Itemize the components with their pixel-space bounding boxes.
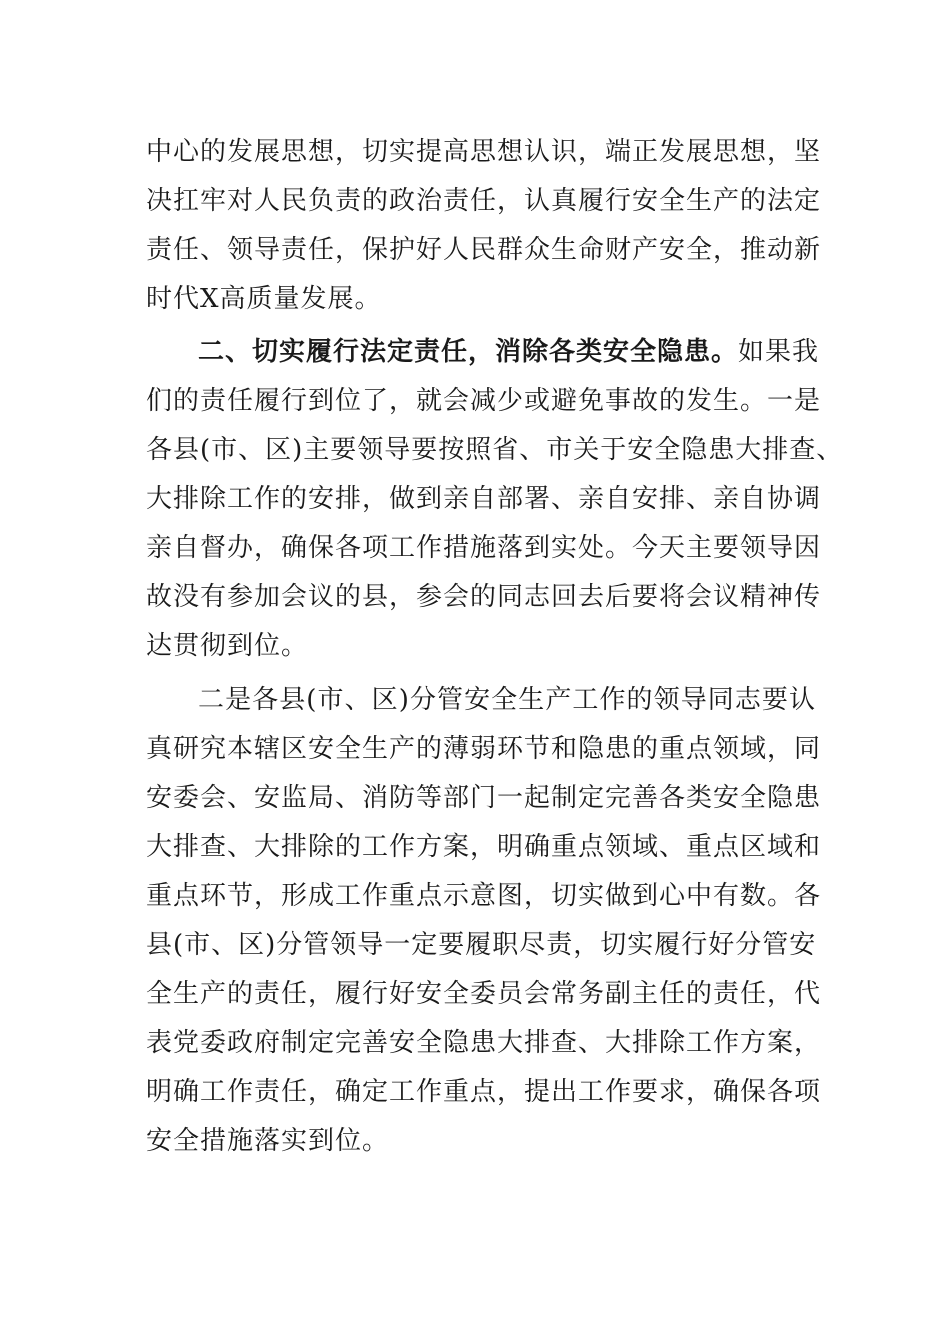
paragraph-first-line: 二是各县(市、区)分管安全生产工作的领导同志要认 [198, 685, 816, 715]
paragraph-line: 真研究本辖区安全生产的薄弱环节和隐患的重点领域，同 [146, 734, 822, 764]
paragraph-line: 们的责任履行到位了，就会减少或避免事故的发生。一是 [146, 386, 822, 416]
paragraph-line: 安委会、安监局、消防等部门一起制定完善各类安全隐患 [146, 783, 822, 813]
paragraph-line: 责任、领导责任，保护好人民群众生命财产安全，推动新 [146, 235, 822, 265]
paragraph-line: 中心的发展思想，切实提高思想认识，端正发展思想，坚 [146, 137, 822, 167]
paragraph-text: 如果我 [738, 337, 820, 367]
paragraph-line: 达贯彻到位。 [146, 631, 309, 661]
section-heading: 二、切实履行法定责任，消除各类安全隐患。 [198, 337, 739, 367]
paragraph-line: 全生产的责任，履行好安全委员会常务副主任的责任，代 [146, 979, 822, 1009]
paragraph-line: 决扛牢对人民负责的政治责任，认真履行安全生产的法定 [146, 186, 822, 216]
paragraph-line: 大排查、大排除的工作方案，明确重点领域、重点区域和 [146, 832, 822, 862]
paragraph-line: 大排除工作的安排，做到亲自部署、亲自安排、亲自协调 [146, 484, 822, 514]
paragraph-line: 安全措施落实到位。 [146, 1126, 390, 1156]
paragraph-line: 明确工作责任，确定工作重点，提出工作要求，确保各项 [146, 1077, 822, 1107]
paragraph-line: 县(市、区)分管领导一定要履职尽责，切实履行好分管安 [146, 930, 817, 960]
paragraph-section-two [146, 328, 844, 671]
paragraph-continuation [146, 128, 822, 324]
paragraph-first-line [146, 328, 820, 377]
paragraph-line: 亲自督办，确保各项工作措施落到实处。今天主要领导因 [146, 533, 822, 563]
paragraph-line: 各县(市、区)主要领导要按照省、市关于安全隐患大排查、 [146, 435, 844, 465]
paragraph-line: 时代X高质量发展。 [146, 284, 382, 314]
paragraph-item-two [146, 676, 822, 1166]
paragraph-line: 重点环节，形成工作重点示意图，切实做到心中有数。各 [146, 881, 822, 911]
paragraph-line: 表党委政府制定完善安全隐患大排查、大排除工作方案， [146, 1028, 822, 1058]
paragraph-line: 故没有参加会议的县，参会的同志回去后要将会议精神传 [146, 582, 822, 612]
